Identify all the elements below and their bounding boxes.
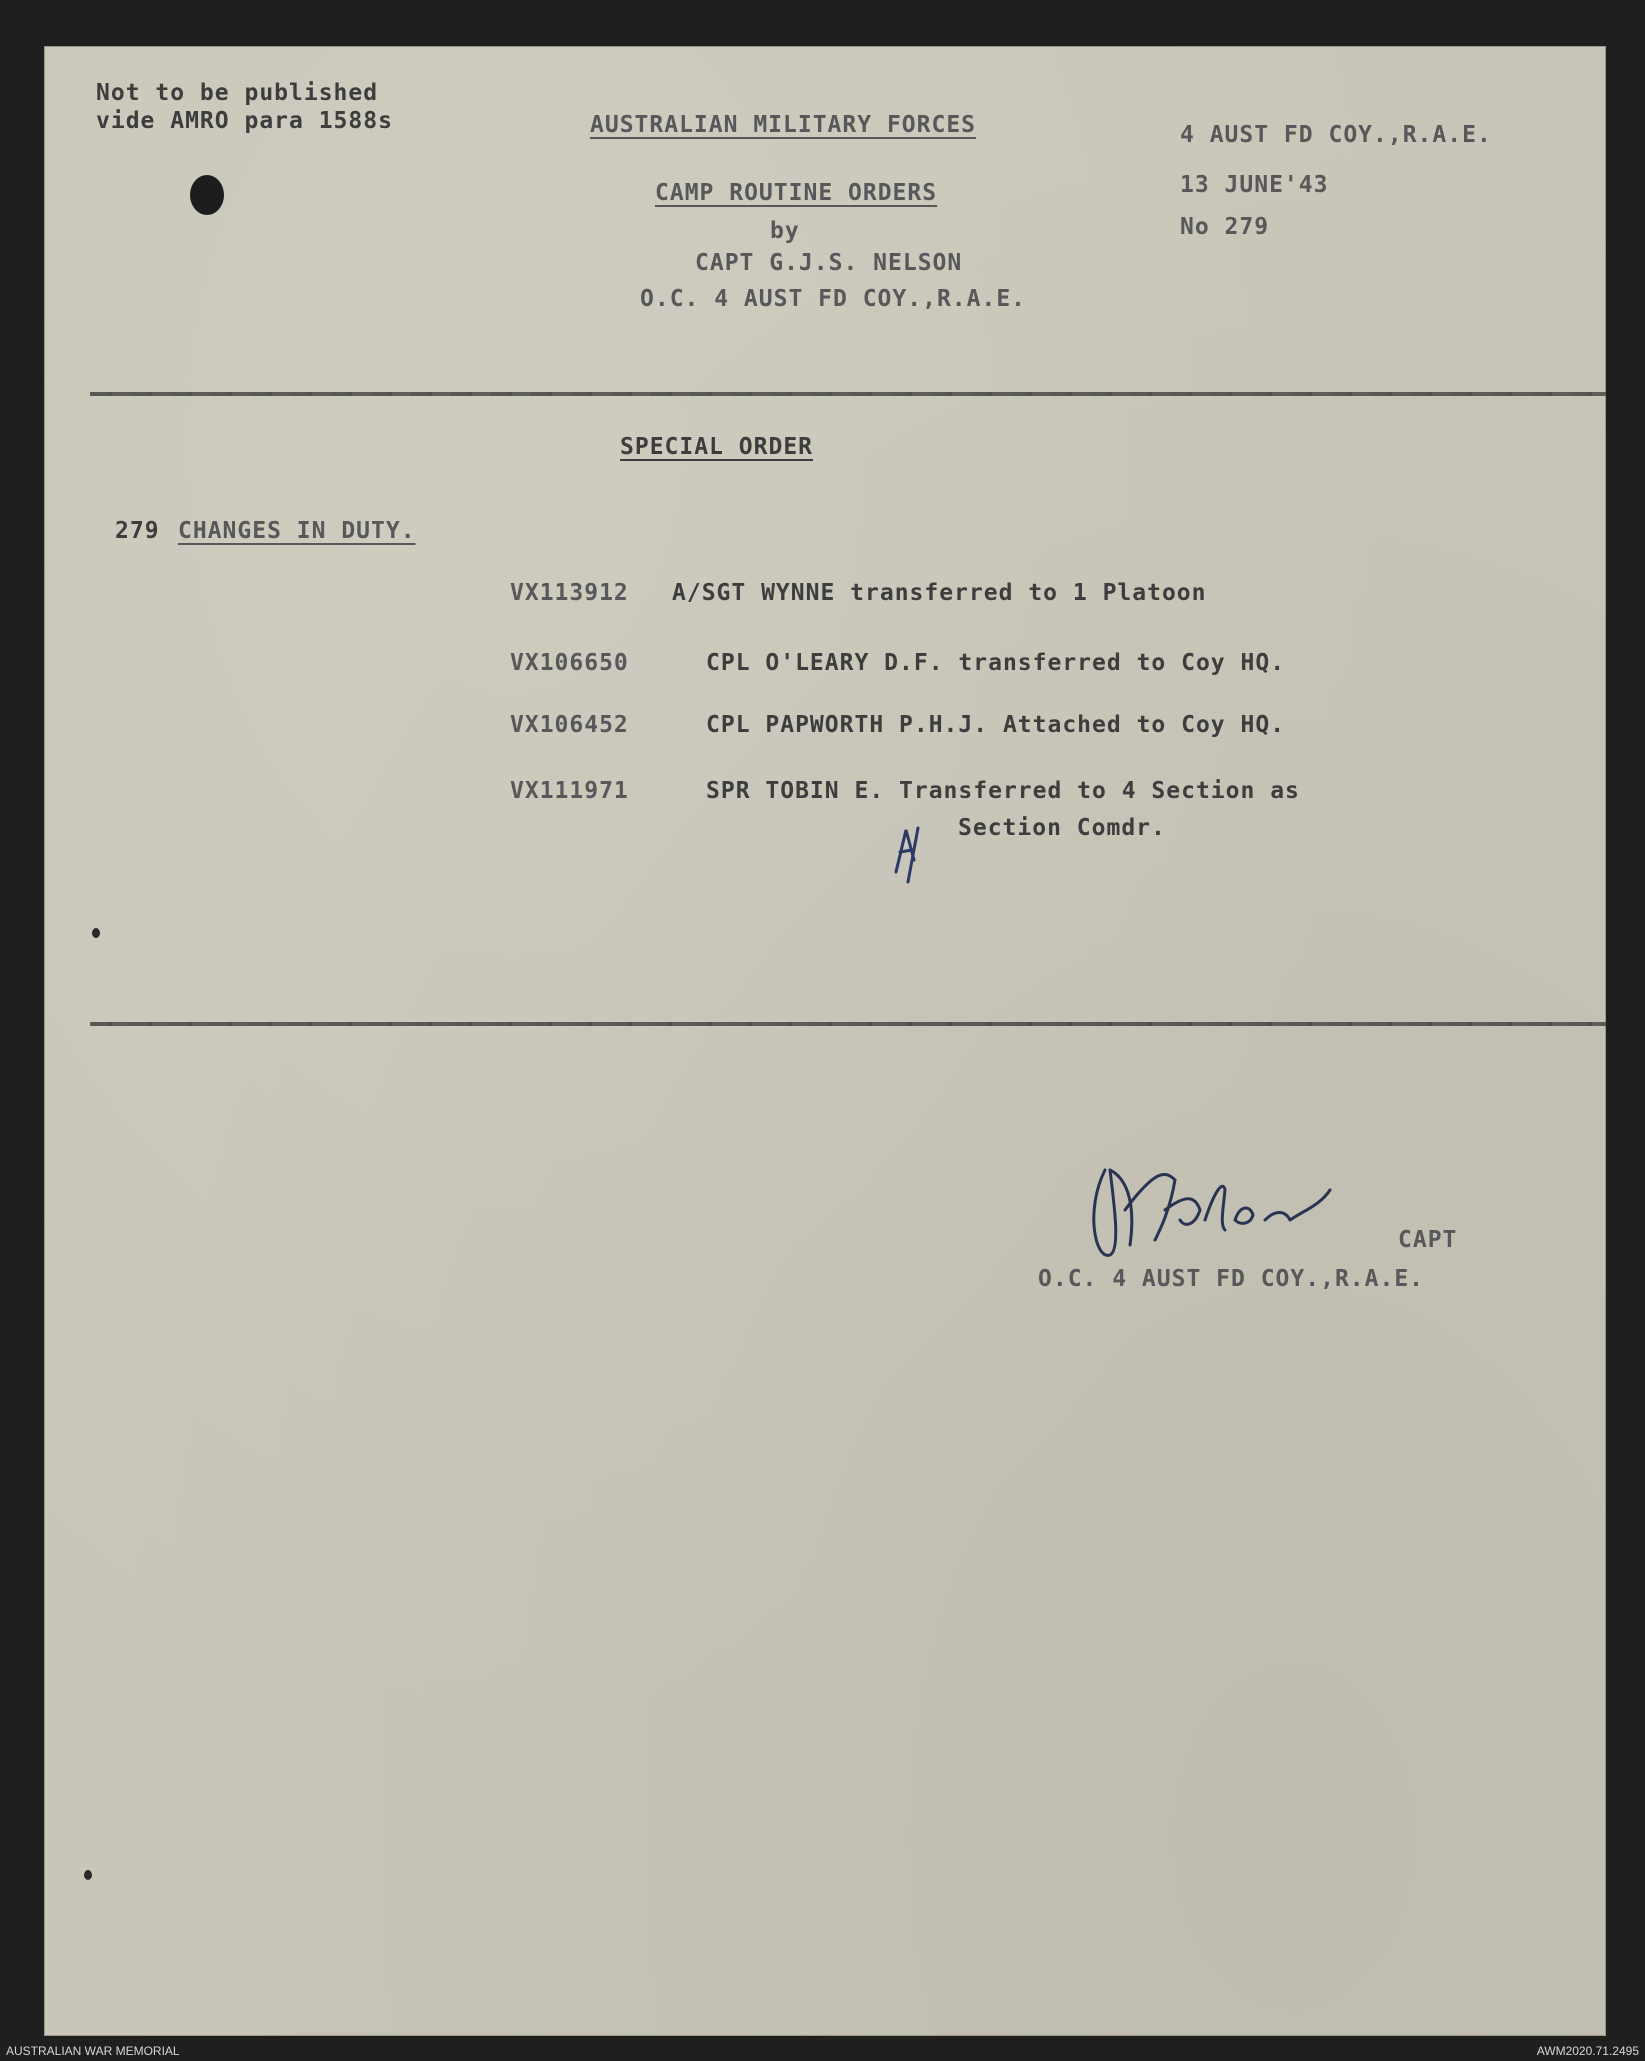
item-number: 279 [115, 518, 160, 544]
special-order-heading: SPECIAL ORDER [620, 434, 814, 460]
entry-number: VX106650 [510, 650, 629, 676]
by-label: by [770, 218, 800, 244]
paper-speck [92, 928, 100, 938]
entry-text: CPL PAPWORTH P.H.J. Attached to Coy HQ. [706, 712, 1286, 738]
signature-image [1075, 1150, 1355, 1270]
bottom-divider [90, 1022, 1606, 1026]
punch-hole [190, 175, 224, 215]
entry-text: CPL O'LEARY D.F. transferred to Coy HQ. [706, 650, 1286, 676]
issuing-unit: O.C. 4 AUST FD COY.,R.A.E. [640, 286, 1027, 312]
document-page [44, 46, 1606, 2036]
handwritten-insert-mark [888, 810, 928, 890]
signatory-rank: CAPT [1398, 1227, 1458, 1253]
entry-text: SPR TOBIN E. Transferred to 4 Section as [706, 778, 1300, 804]
entry-number: VX106452 [510, 712, 629, 738]
order-date: 13 JUNE'43 [1180, 172, 1329, 198]
footer-catalogue-number: AWM2020.71.2495 [1536, 2044, 1639, 2058]
issuing-officer: CAPT G.J.S. NELSON [695, 250, 963, 276]
publication-notice-line1: Not to be published [96, 80, 379, 106]
top-divider [90, 392, 1606, 396]
signatory-title: O.C. 4 AUST FD COY.,R.A.E. [1038, 1266, 1425, 1292]
paper-speck [84, 1870, 92, 1880]
item-title: CHANGES IN DUTY. [178, 518, 416, 544]
order-number: No 279 [1180, 214, 1270, 240]
document-title: AUSTRALIAN MILITARY FORCES [590, 112, 977, 138]
entry-text: A/SGT WYNNE transferred to 1 Platoon [672, 580, 1207, 606]
entry-number: VX111971 [510, 778, 629, 804]
entry-continuation: Section Comdr. [958, 815, 1166, 841]
publication-notice-line2: vide AMRO para 1588s [96, 108, 393, 134]
entry-number: VX113912 [510, 580, 629, 606]
document-subtitle: CAMP ROUTINE ORDERS [655, 180, 938, 206]
unit-reference: 4 AUST FD COY.,R.A.E. [1180, 122, 1492, 148]
footer-archive-name: AUSTRALIAN WAR MEMORIAL [6, 2044, 180, 2058]
